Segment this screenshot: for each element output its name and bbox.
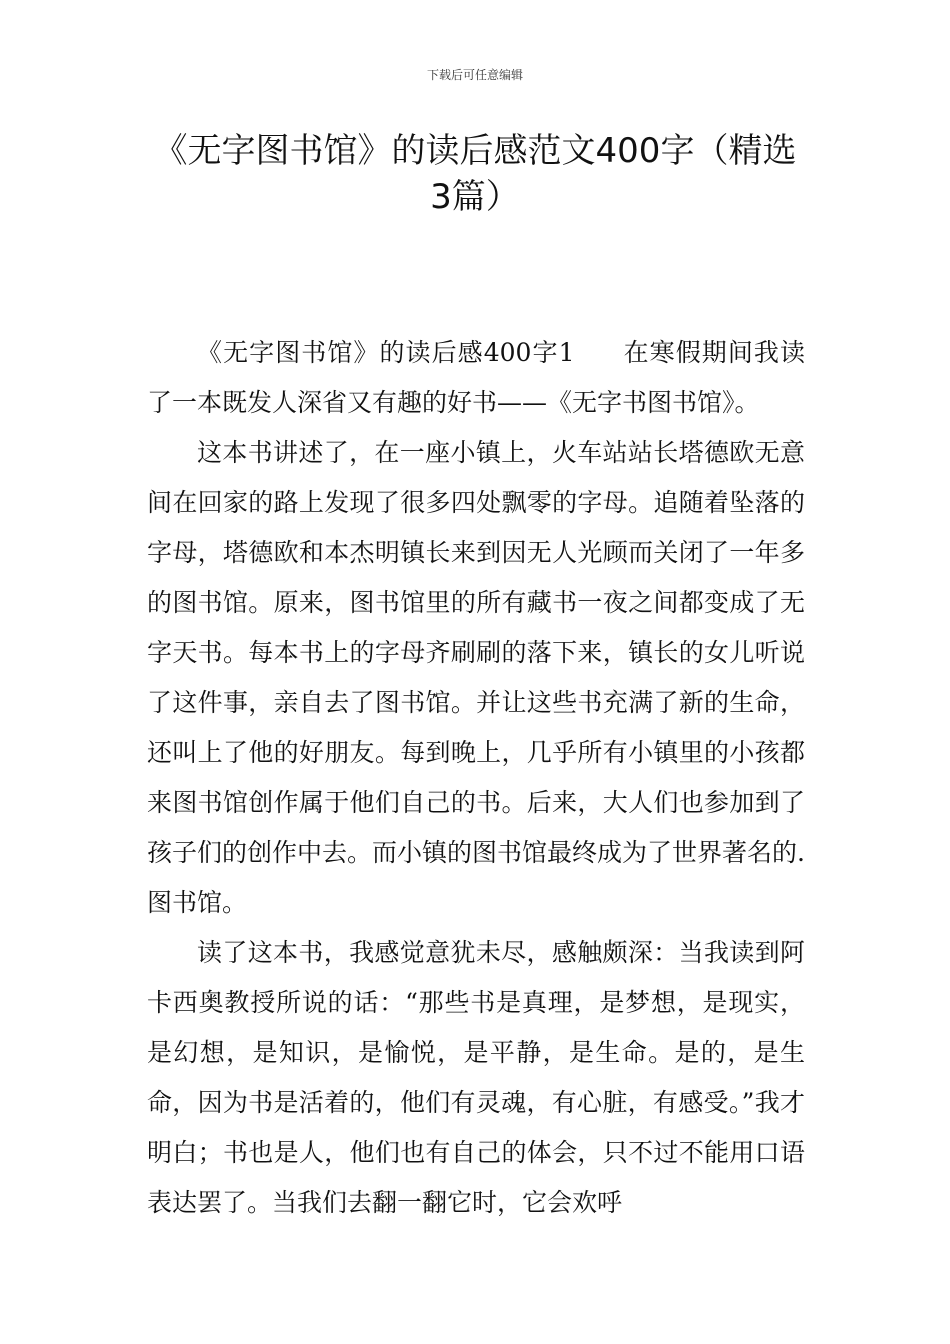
paragraph-text: 在寒假期间我读了一本既发人深省又有趣的好书——《无字书图书馆》。 [147, 338, 805, 417]
paragraph: 这本书讲述了，在一座小镇上，火车站站长塔德欧无意间在回家的路上发现了很多四处飘零的字母。追随着坠落的字母，塔德欧和本杰明镇长来到因无人光顾而关闭了一年多的图书馆。原来，图书馆里的所有藏书一夜之间都变成了无字天书。每本书上的字母齐刷刷的落下来，镇长的女儿听说了这件事，亲自去了图书馆。并让这些书充满了新的生命，还叫上了他的好朋友。每到晚上，几乎所有小镇里的小孩都来图书馆创作属于他们自己的书。后来，大人们也参加到了孩子们的创作中去。而小镇的图书馆最终成为了世界著名的.图书馆。 [147, 438, 805, 917]
paragraph-intro [147, 328, 805, 428]
header-note: 下载后可任意编辑 [426, 68, 523, 82]
section-heading: 《无字图书馆》的读后感400字1 [197, 338, 575, 367]
document-title: 《无字图书馆》的读后感范文400字（精选3篇） [153, 131, 797, 217]
document-body [147, 328, 805, 1228]
paragraph: 读了这本书，我感觉意犹未尽，感触颇深：当我读到阿卡西奥教授所说的话：“那些书是真理，是梦想，是现实，是幻想，是知识，是愉悦，是平静，是生命。是的，是生命，因为书是活着的，他们有灵魂，有心脏，有感受。”我才明白；书也是人，他们也有自己的体会，只不过不能用口语表达罢了。当我们去翻一翻它时，它会欢呼 [147, 938, 805, 1217]
